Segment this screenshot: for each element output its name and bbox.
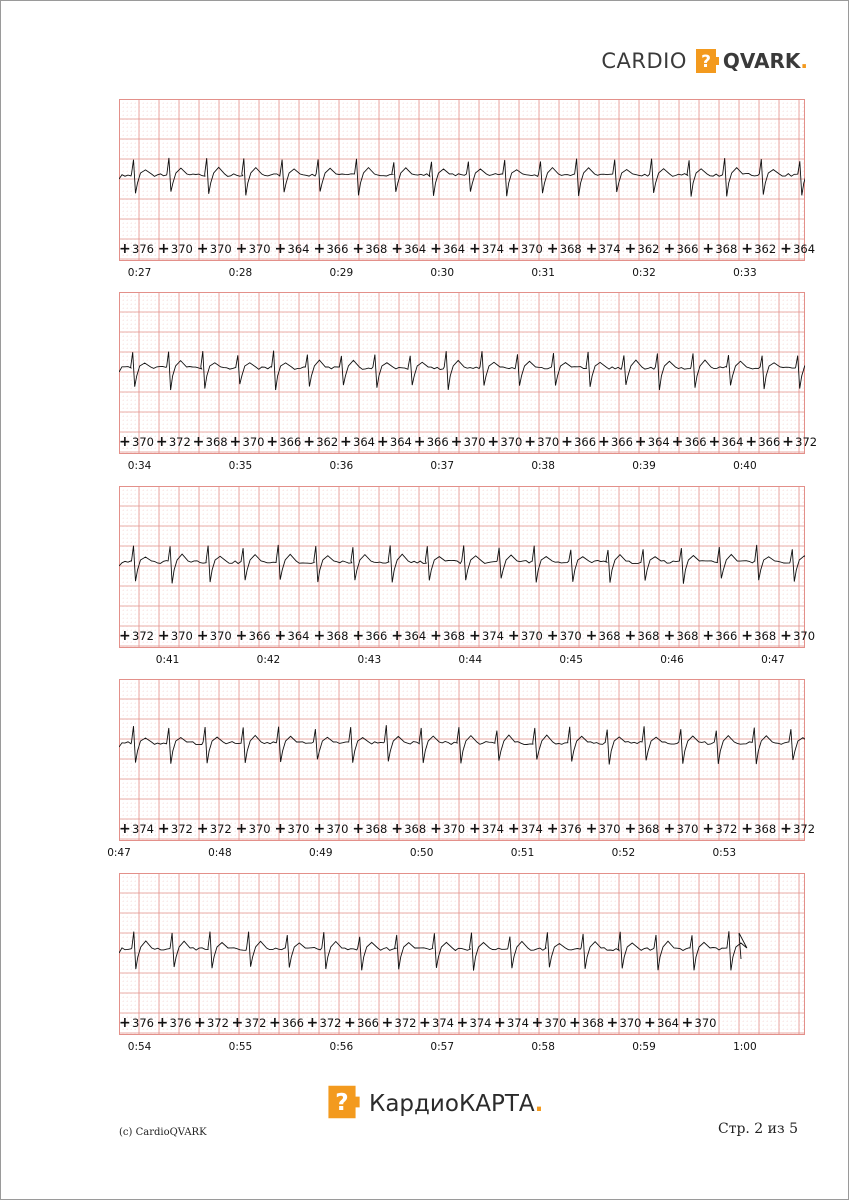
time-label: 0:57 (430, 1041, 455, 1053)
time-label: 0:53 (712, 847, 737, 859)
rr-value: 364 (404, 242, 427, 256)
beat-marker: + (524, 434, 536, 450)
beat-marker: + (741, 241, 753, 257)
beat-marker: + (741, 628, 753, 644)
rr-value: 370 (559, 629, 582, 643)
beat-marker: + (352, 628, 365, 644)
time-label: 0:33 (733, 267, 757, 279)
rr-value: 370 (544, 1016, 567, 1030)
time-label: 0:47 (761, 654, 785, 666)
beat-marker: + (391, 821, 403, 837)
beat-marker: + (671, 434, 684, 450)
page-number: Стр. 2 из 5 (717, 1121, 798, 1137)
rr-value: 376 (132, 242, 154, 256)
ecg-trace (119, 545, 805, 584)
footer-logo (323, 1086, 543, 1122)
time-label: 0:34 (127, 460, 152, 472)
rr-value: 372 (132, 629, 154, 643)
rr-value: 370 (463, 435, 486, 449)
rr-value: 366 (357, 1016, 379, 1030)
rr-value: 370 (520, 629, 543, 643)
rr-value: 374 (482, 629, 504, 643)
beat-marker: + (507, 821, 520, 837)
time-label: 0:55 (228, 1041, 253, 1053)
time-label: 0:51 (510, 847, 535, 859)
rr-value: 366 (279, 435, 302, 449)
beat-marker: + (157, 628, 170, 644)
beat-marker: + (782, 434, 794, 450)
beat-marker: + (606, 1015, 619, 1031)
rr-value: 374 (432, 1016, 454, 1030)
beat-marker: + (274, 241, 287, 257)
ecg-strip-1 (119, 99, 805, 261)
beat-marker: + (119, 821, 131, 837)
beat-marker: + (624, 628, 637, 644)
rr-value: 370 (443, 822, 466, 836)
rr-value: 374 (482, 822, 504, 836)
beat-marker: + (741, 821, 753, 837)
svg-text:?: ? (700, 52, 711, 72)
beat-marker: + (344, 1015, 356, 1031)
beat-marker: + (585, 628, 598, 644)
beat-marker: + (266, 434, 279, 450)
beat-marker: + (663, 628, 676, 644)
rr-value: 374 (520, 822, 543, 836)
rr-intervals-1 (101, 240, 821, 258)
rr-value: 362 (754, 242, 777, 256)
beat-marker: + (624, 821, 637, 837)
beat-marker: + (313, 821, 326, 837)
beat-marker: + (157, 821, 170, 837)
time-label: 0:37 (430, 460, 455, 472)
rr-value: 366 (574, 435, 597, 449)
beat-marker: + (196, 628, 209, 644)
beat-marker: + (780, 821, 792, 837)
beat-marker: + (274, 628, 287, 644)
beat-marker: + (702, 821, 715, 837)
rr-value: 364 (657, 1016, 679, 1030)
rr-value: 364 (389, 435, 412, 449)
beat-marker: + (546, 628, 559, 644)
rr-value: 366 (365, 629, 388, 643)
rr-value: 370 (500, 435, 523, 449)
rr-value: 372 (319, 1016, 342, 1030)
beat-marker: + (494, 1015, 506, 1031)
beat-marker: + (634, 434, 647, 450)
beat-marker: + (235, 821, 248, 837)
ecg-grid (119, 873, 805, 1035)
rr-value: 366 (426, 435, 449, 449)
rr-value: 374 (482, 242, 504, 256)
question-badge-icon (692, 47, 720, 75)
beat-marker: + (644, 1015, 656, 1031)
rr-value: 372 (795, 435, 818, 449)
rr-value: 362 (637, 242, 660, 256)
time-axis-3 (101, 654, 821, 668)
beat-marker: + (624, 241, 637, 257)
beat-marker: + (456, 1015, 469, 1031)
time-label: 0:36 (329, 460, 354, 472)
copyright: (c) CardioQVARK (119, 1127, 207, 1138)
beat-marker: + (419, 1015, 431, 1031)
rr-value: 364 (721, 435, 744, 449)
rr-value: 376 (132, 1016, 154, 1030)
ecg-strip-3 (119, 486, 805, 648)
beat-marker: + (156, 1015, 169, 1031)
beat-marker: + (352, 241, 365, 257)
time-label: 0:50 (409, 847, 434, 859)
rr-value: 370 (248, 242, 271, 256)
beat-marker: + (391, 628, 403, 644)
rr-value: 364 (793, 242, 816, 256)
time-label: 0:30 (430, 267, 455, 279)
time-label: 1:00 (733, 1041, 757, 1053)
rr-value: 366 (715, 629, 738, 643)
time-axis-5 (101, 1041, 821, 1055)
rr-value: 374 (598, 242, 621, 256)
rr-value: 370 (619, 1016, 642, 1030)
rr-value: 368 (582, 1016, 604, 1030)
rr-value: 372 (394, 1016, 417, 1030)
rr-value: 372 (209, 822, 232, 836)
rr-value: 374 (469, 1016, 492, 1030)
beat-marker: + (313, 628, 326, 644)
beat-marker: + (274, 821, 287, 837)
beat-marker: + (487, 434, 500, 450)
beat-marker: + (157, 241, 170, 257)
beat-marker: + (196, 821, 209, 837)
beat-marker: + (469, 241, 481, 257)
beat-marker: + (681, 1015, 694, 1031)
time-axis-2 (101, 460, 821, 474)
rr-value: 366 (684, 435, 707, 449)
ecg-strip-2 (119, 292, 805, 454)
beat-marker: + (235, 628, 248, 644)
beat-marker: + (469, 821, 481, 837)
rr-intervals-2 (101, 433, 821, 451)
time-label: 0:54 (127, 1041, 152, 1053)
beat-marker: + (450, 434, 463, 450)
rr-value: 364 (287, 242, 310, 256)
time-label: 0:32 (632, 267, 656, 279)
beat-marker: + (430, 821, 442, 837)
rr-value: 366 (282, 1016, 304, 1030)
rr-value: 366 (610, 435, 633, 449)
beat-marker: + (269, 1015, 281, 1031)
time-label: 0:28 (228, 267, 253, 279)
beat-marker: + (546, 821, 559, 837)
beat-marker: + (231, 1015, 244, 1031)
rr-value: 370 (793, 629, 816, 643)
beat-marker: + (352, 821, 365, 837)
beat-marker: + (381, 1015, 394, 1031)
rr-value: 368 (365, 242, 388, 256)
beat-marker: + (376, 434, 389, 450)
ecg-trace (119, 158, 805, 197)
rr-value: 368 (754, 629, 777, 643)
beat-marker: + (430, 241, 442, 257)
rr-intervals-3 (101, 627, 821, 645)
beat-marker: + (780, 628, 792, 644)
rr-value: 368 (715, 242, 738, 256)
beat-marker: + (702, 628, 715, 644)
time-label: 0:31 (531, 267, 555, 279)
brand-dot: . (800, 49, 808, 73)
rr-value: 370 (248, 822, 271, 836)
beat-marker: + (745, 434, 758, 450)
rr-value: 370 (242, 435, 265, 449)
beat-marker: + (229, 434, 242, 450)
rr-value: 368 (205, 435, 228, 449)
rr-value: 370 (694, 1016, 717, 1030)
time-label: 0:59 (632, 1041, 656, 1053)
time-axis-4 (101, 847, 821, 861)
beat-marker: + (303, 434, 315, 450)
beat-marker: + (531, 1015, 544, 1031)
beat-marker: + (313, 241, 326, 257)
rr-value: 370 (132, 435, 154, 449)
beat-marker: + (585, 821, 598, 837)
rr-value: 368 (676, 629, 699, 643)
rr-value: 364 (287, 629, 310, 643)
footer-logo-dot: . (534, 1091, 544, 1117)
time-label: 0:40 (733, 460, 757, 472)
beat-marker: + (119, 434, 131, 450)
rr-value: 366 (326, 242, 349, 256)
beat-marker: + (391, 241, 403, 257)
rr-value: 370 (326, 822, 349, 836)
rr-value: 366 (758, 435, 781, 449)
time-label: 0:45 (559, 654, 583, 666)
time-label: 0:41 (155, 654, 180, 666)
footer-logo-text (369, 1091, 543, 1117)
rr-value: 364 (353, 435, 375, 449)
rr-value: 372 (170, 822, 193, 836)
rr-value: 370 (287, 822, 310, 836)
rr-intervals-5 (101, 1014, 821, 1032)
rr-value: 364 (404, 629, 427, 643)
time-label: 0:58 (531, 1041, 555, 1053)
time-label: 0:38 (531, 460, 555, 472)
beat-marker: + (196, 241, 209, 257)
brand-left-text: CARDIO (601, 49, 687, 73)
rr-value: 370 (170, 629, 193, 643)
beat-marker: + (306, 1015, 319, 1031)
ecg-trace (119, 351, 805, 390)
rr-value: 362 (316, 435, 339, 449)
time-label: 0:42 (256, 654, 281, 666)
beat-marker: + (507, 628, 520, 644)
time-label: 0:47 (107, 847, 131, 859)
beat-marker: + (663, 241, 676, 257)
beat-marker: + (569, 1015, 581, 1031)
time-label: 0:29 (329, 267, 354, 279)
rr-value: 368 (365, 822, 388, 836)
rr-value: 370 (170, 242, 193, 256)
rr-value: 368 (637, 822, 660, 836)
rr-value: 372 (207, 1016, 229, 1030)
footer-logo-name: КардиоКАРТА (369, 1091, 535, 1117)
rr-value: 372 (715, 822, 738, 836)
ecg-grid (119, 679, 805, 841)
rr-value: 366 (676, 242, 699, 256)
beat-marker: + (413, 434, 426, 450)
time-label: 0:39 (632, 460, 656, 472)
rr-value: 370 (520, 242, 543, 256)
question-badge-icon (323, 1083, 361, 1125)
rr-value: 368 (598, 629, 621, 643)
beat-marker: + (708, 434, 721, 450)
rr-value: 368 (404, 822, 427, 836)
rr-value: 370 (537, 435, 560, 449)
rr-value: 372 (168, 435, 191, 449)
ecg-strip-4 (119, 679, 805, 841)
brand-right-text: QVARK (722, 49, 801, 73)
rr-value: 368 (754, 822, 777, 836)
beat-marker: + (194, 1015, 206, 1031)
rr-value: 364 (443, 242, 466, 256)
beat-marker: + (155, 434, 168, 450)
ecg-grid (119, 99, 805, 261)
beat-marker: + (340, 434, 352, 450)
rr-value: 372 (793, 822, 816, 836)
time-label: 0:43 (357, 654, 382, 666)
beat-marker: + (702, 241, 715, 257)
beat-marker: + (192, 434, 205, 450)
rr-value: 374 (132, 822, 154, 836)
rr-value: 370 (209, 629, 232, 643)
rr-value: 372 (244, 1016, 267, 1030)
rr-intervals-4 (101, 820, 821, 838)
beat-marker: + (119, 628, 131, 644)
time-label: 0:52 (611, 847, 636, 859)
rr-value: 370 (676, 822, 699, 836)
ecg-strip-5 (119, 873, 805, 1035)
time-axis-1 (101, 267, 821, 281)
beat-marker: + (235, 241, 248, 257)
ecg-grid (119, 292, 805, 454)
rr-value: 376 (169, 1016, 192, 1030)
time-label: 0:44 (458, 654, 483, 666)
time-label: 0:27 (127, 267, 152, 279)
beat-marker: + (469, 628, 481, 644)
svg-text:?: ? (335, 1090, 349, 1117)
beat-marker: + (561, 434, 573, 450)
beat-marker: + (597, 434, 610, 450)
beat-marker: + (119, 241, 131, 257)
ecg-trace (119, 931, 747, 970)
beat-marker: + (585, 241, 598, 257)
ecg-grid (119, 486, 805, 648)
brand-logo (601, 45, 808, 77)
beat-marker: + (546, 241, 559, 257)
rr-value: 368 (326, 629, 349, 643)
time-label: 0:56 (329, 1041, 354, 1053)
rr-value: 370 (209, 242, 232, 256)
beat-marker: + (663, 821, 676, 837)
beat-marker: + (780, 241, 792, 257)
rr-value: 364 (647, 435, 670, 449)
beat-marker: + (119, 1015, 131, 1031)
rr-value: 376 (559, 822, 582, 836)
rr-value: 366 (248, 629, 271, 643)
time-label: 0:35 (228, 460, 253, 472)
time-label: 0:49 (308, 847, 333, 859)
beat-marker: + (430, 628, 442, 644)
rr-value: 368 (637, 629, 660, 643)
rr-value: 374 (507, 1016, 529, 1030)
time-label: 0:48 (208, 847, 232, 859)
time-label: 0:46 (660, 654, 684, 666)
rr-value: 368 (443, 629, 466, 643)
rr-value: 370 (598, 822, 621, 836)
rr-value: 368 (559, 242, 582, 256)
beat-marker: + (507, 241, 520, 257)
